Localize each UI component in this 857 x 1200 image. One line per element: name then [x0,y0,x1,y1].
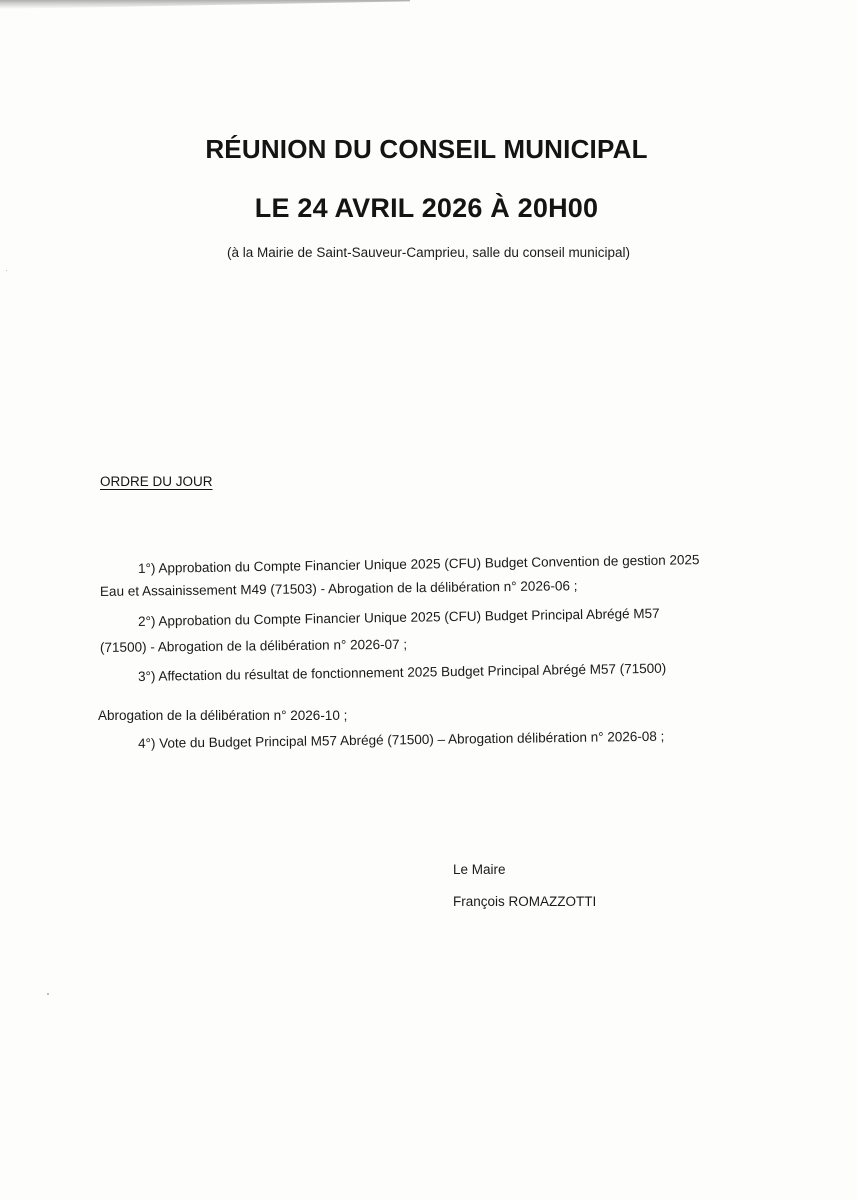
agenda-item-2-line-2: (71500) - Abrogation de la délibération n° 2026-07 ; [99,636,408,655]
scan-edge-artifact [0,0,410,9]
signature-name: François ROMAZZOTTI [453,894,597,909]
signature-role: Le Maire [453,862,506,877]
scan-speck [6,270,7,271]
agenda-item-1-line-2: Eau et Assainissement M49 (71503) - Abrogation de la délibération n° 2026-06 ; [99,578,578,599]
agenda-item-1-line-1: 1°) Approbation du Compte Financier Unique 2025 (CFU) Budget Convention de gestion 2025 [137,552,700,576]
agenda-item-3-line-2: Abrogation de la délibération n° 2026-10 ; [98,708,348,723]
agenda-item-2-line-1: 2°) Approbation du Compte Financier Unique 2025 (CFU) Budget Principal Abrégé M57 [137,605,660,629]
agenda-item-4-line-1: 4°) Vote du Budget Principal M57 Abrégé (71500) – Abrogation délibération n° 2026-08 ; [137,728,665,751]
meeting-location: (à la Mairie de Saint-Sauveur-Camprieu, salle du conseil municipal) [227,245,630,260]
scan-speck [47,993,49,995]
agenda-item-3-line-1: 3°) Affectation du résultat de fonctionnement 2025 Budget Principal Abrégé M57 (71500) [137,660,667,684]
agenda-heading: ORDRE DU JOUR [100,474,213,489]
meeting-date-title: LE 24 AVRIL 2026 À 20H00 [254,193,599,223]
page-title: RÉUNION DU CONSEIL MUNICIPAL [205,134,648,164]
